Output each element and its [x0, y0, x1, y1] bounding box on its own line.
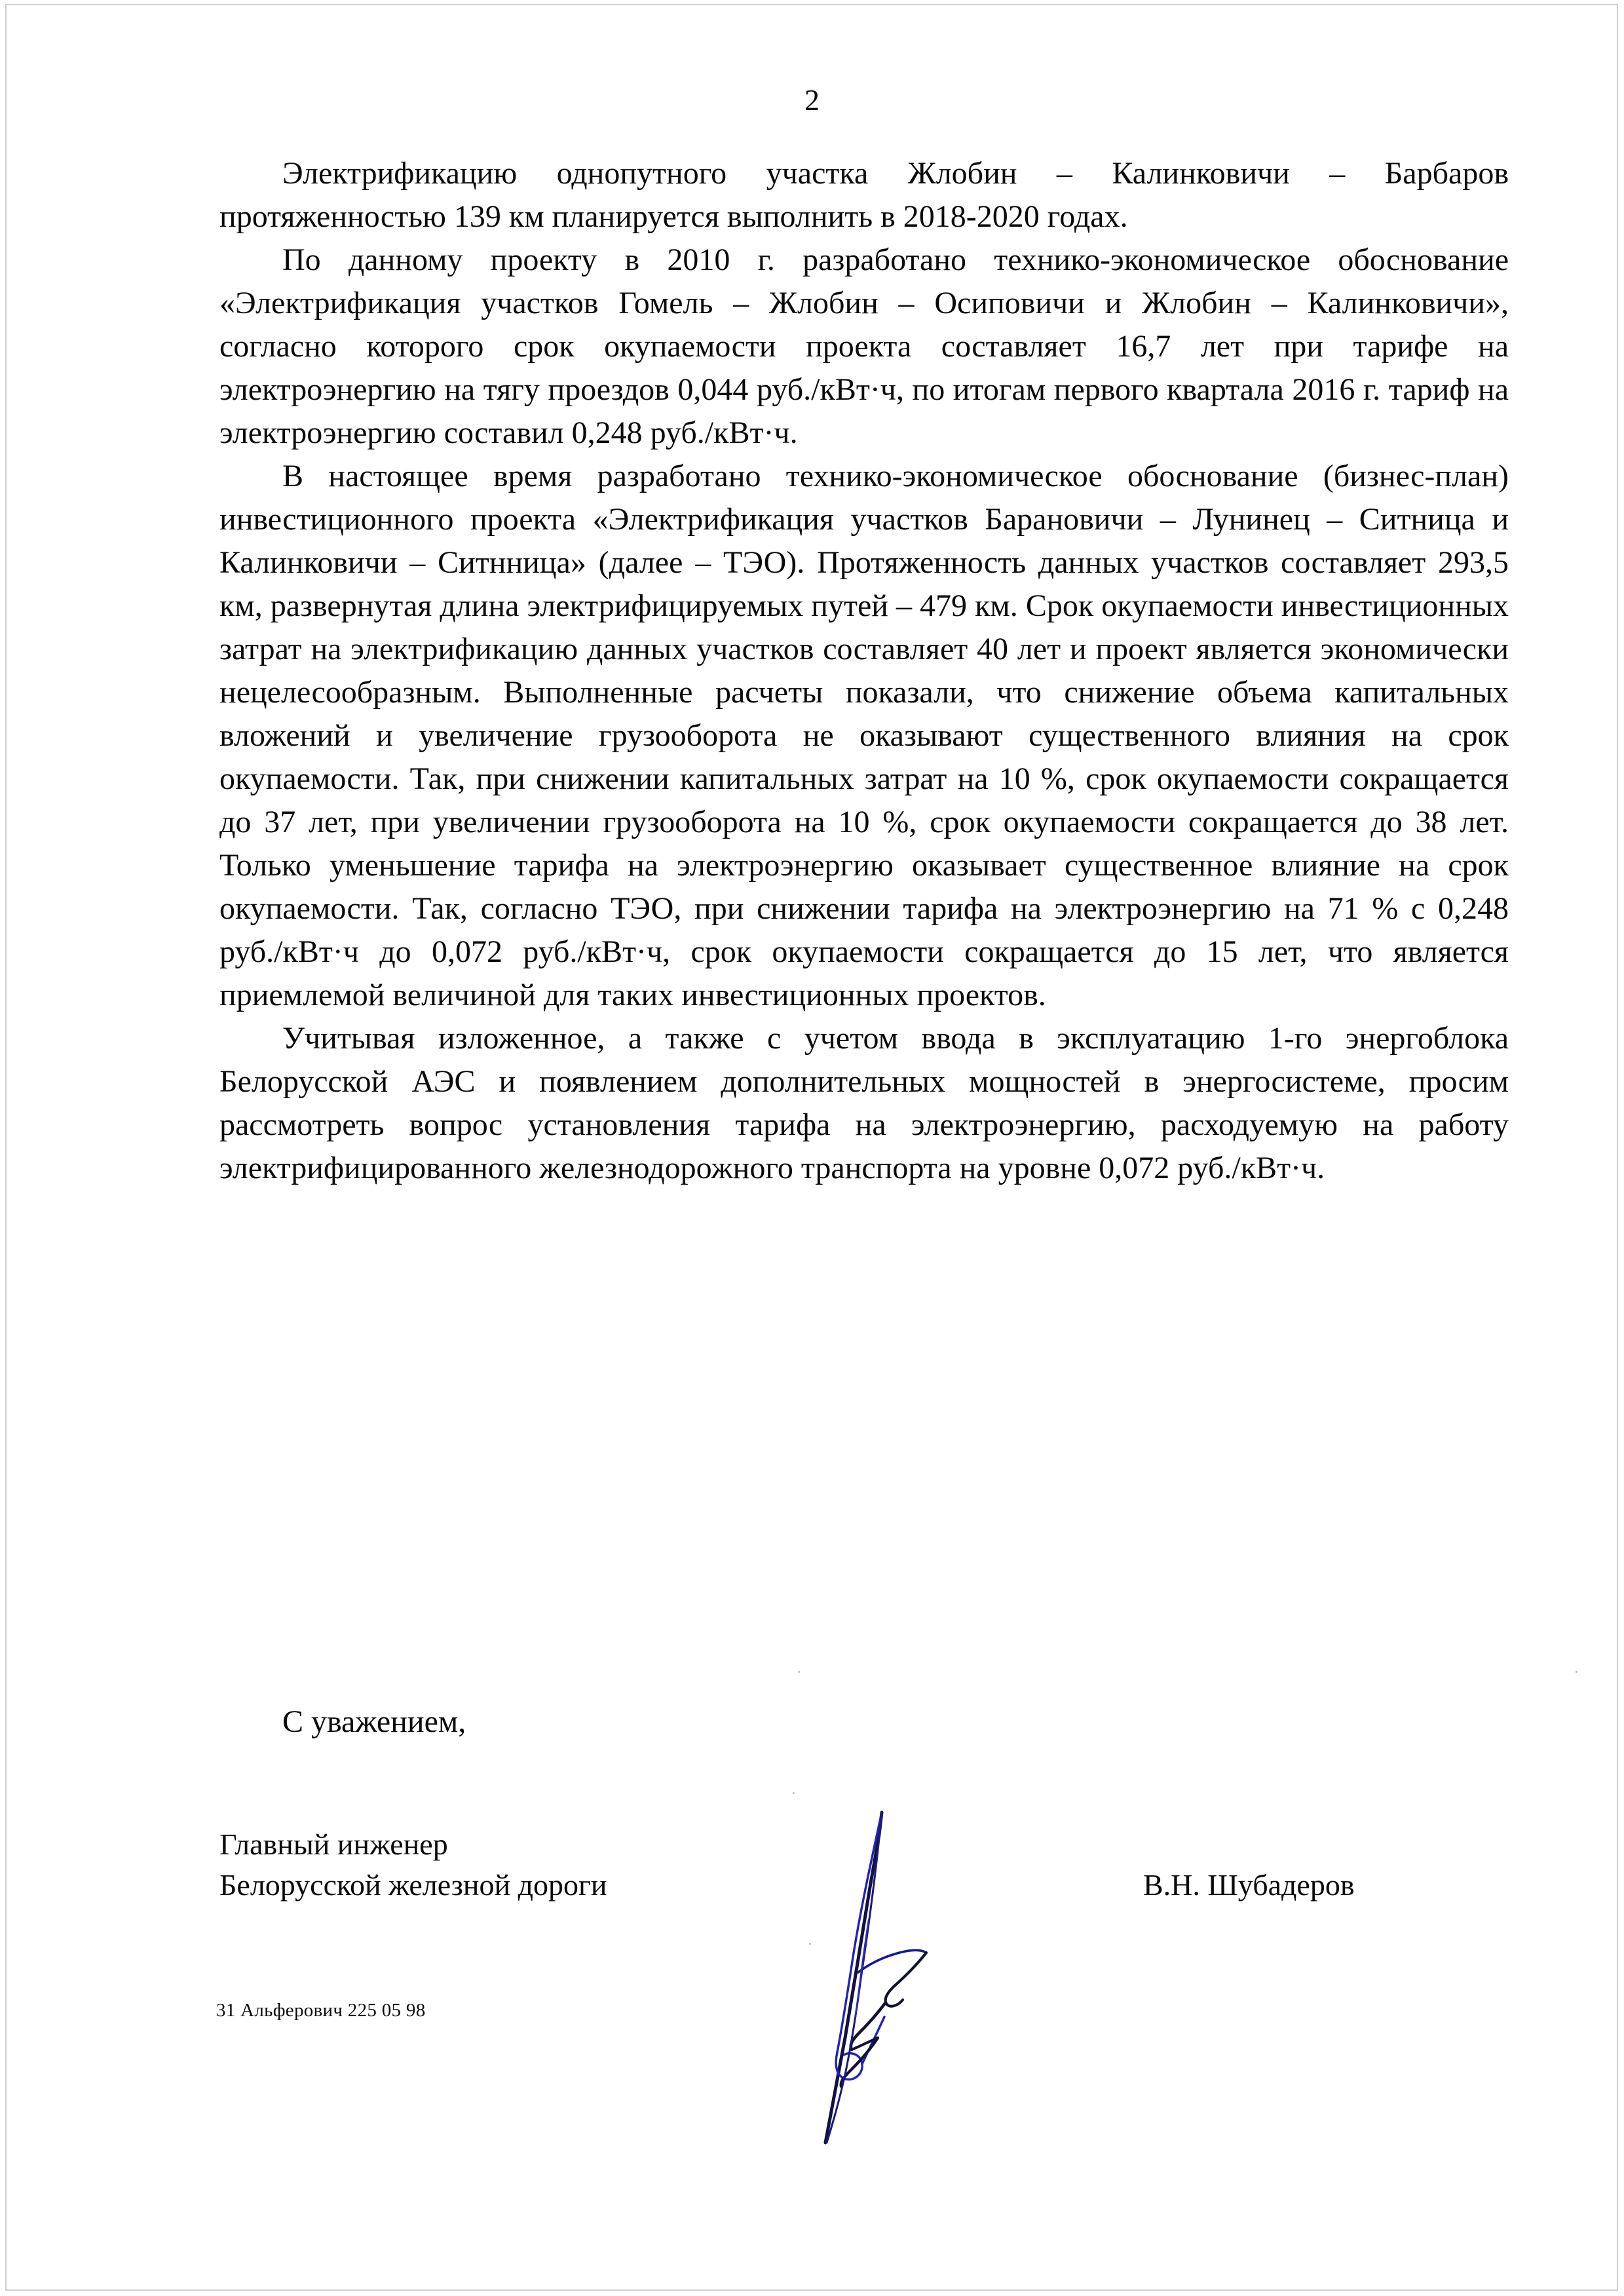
footer-executor-note: 31 Альферович 225 05 98 — [216, 2000, 426, 2021]
scan-speckle — [798, 1671, 800, 1673]
paragraph-1: Электрификацию однопутного участка Жлобин – Калинковичи – Барбаров протяженностью 139 км планируется выполнить в 2018-2020 годах. — [219, 156, 1509, 234]
scan-edge-right — [1617, 4, 1618, 2291]
signer-title — [219, 1824, 842, 1905]
scan-speckle — [809, 1943, 811, 1945]
handwritten-signature — [753, 1756, 963, 2149]
paragraph-2: По данному проекту в 2010 г. разработано технико-экономическое обоснование «Электрификация участков Гомель – Жлобин – Осиповичи и Жлобин – Калинковичи», согласно которого срок окупаемости проекта составляет 16,7 лет при тарифе на электроэнергию на тягу проездов 0,044 руб./кВт·ч, по итогам первого квартала 2016 г. тариф на электроэнергию составил 0,248 руб./кВт·ч. — [219, 242, 1509, 450]
scan-edge-top — [5, 4, 1618, 5]
paragraph-3: В настоящее время разработано технико-экономическое обоснование (бизнес-план) инвестиционного проекта «Электрификация участков Барановичи – Лунинец – Ситница и Калинковичи – Ситнница» (далее – ТЭО). Протяженность данных участков составляет 293,5 км, развернутая длина электрифицируемых путей – 479 км. Срок окупаемости инвестиционных затрат на электрификацию данных участков составляет 40 лет и проект является экономически нецелесообразным. Выполненные расчеты показали, что снижение объема капитальных вложений и увеличение грузооборота не оказывают существенного влияния на срок окупаемости. Так, при снижении капитальных затрат на 10 %, срок окупаемости сокращается до 37 лет, при увеличении грузооборота на 10 %, срок окупаемости сокращается до 38 лет. Только уменьшение тарифа на электроэнергию оказывает существенное влияние на срок окупаемости. Так, согласно ТЭО, при снижении тарифа на электроэнергию на 71 % с 0,248 руб./кВт·ч до 0,072 руб./кВт·ч, срок окупаемости сокращается до 15 лет, что является приемлемой величиной для таких инвестиционных проектов. — [219, 459, 1509, 1012]
closing-salutation: С уважением, — [282, 1704, 466, 1739]
scan-speckle — [793, 1792, 795, 1794]
page-number: 2 — [804, 83, 820, 117]
signer-title-line-1: Главный инженер — [219, 1827, 448, 1861]
signer-name: В.Н. Шубадеров — [1143, 1868, 1355, 1902]
paragraph-4: Учитывая изложенное, а также с учетом ввода в эксплуатацию 1-го энергоблока Белорусской АЭС и появлением дополнительных мощностей в энергосистеме, просим рассмотреть вопрос установления тарифа на электроэнергию, расходуемую на работу электрифицированного железнодорожного транспорта на уровне 0,072 руб./кВт·ч. — [219, 1021, 1509, 1185]
signer-title-line-2: Белорусской железной дороги — [219, 1868, 607, 1902]
scan-speckle — [1576, 1671, 1577, 1673]
letter-body — [219, 152, 1509, 1190]
scan-edge-bottom — [5, 2289, 1618, 2291]
scan-edge-left — [5, 4, 7, 2291]
